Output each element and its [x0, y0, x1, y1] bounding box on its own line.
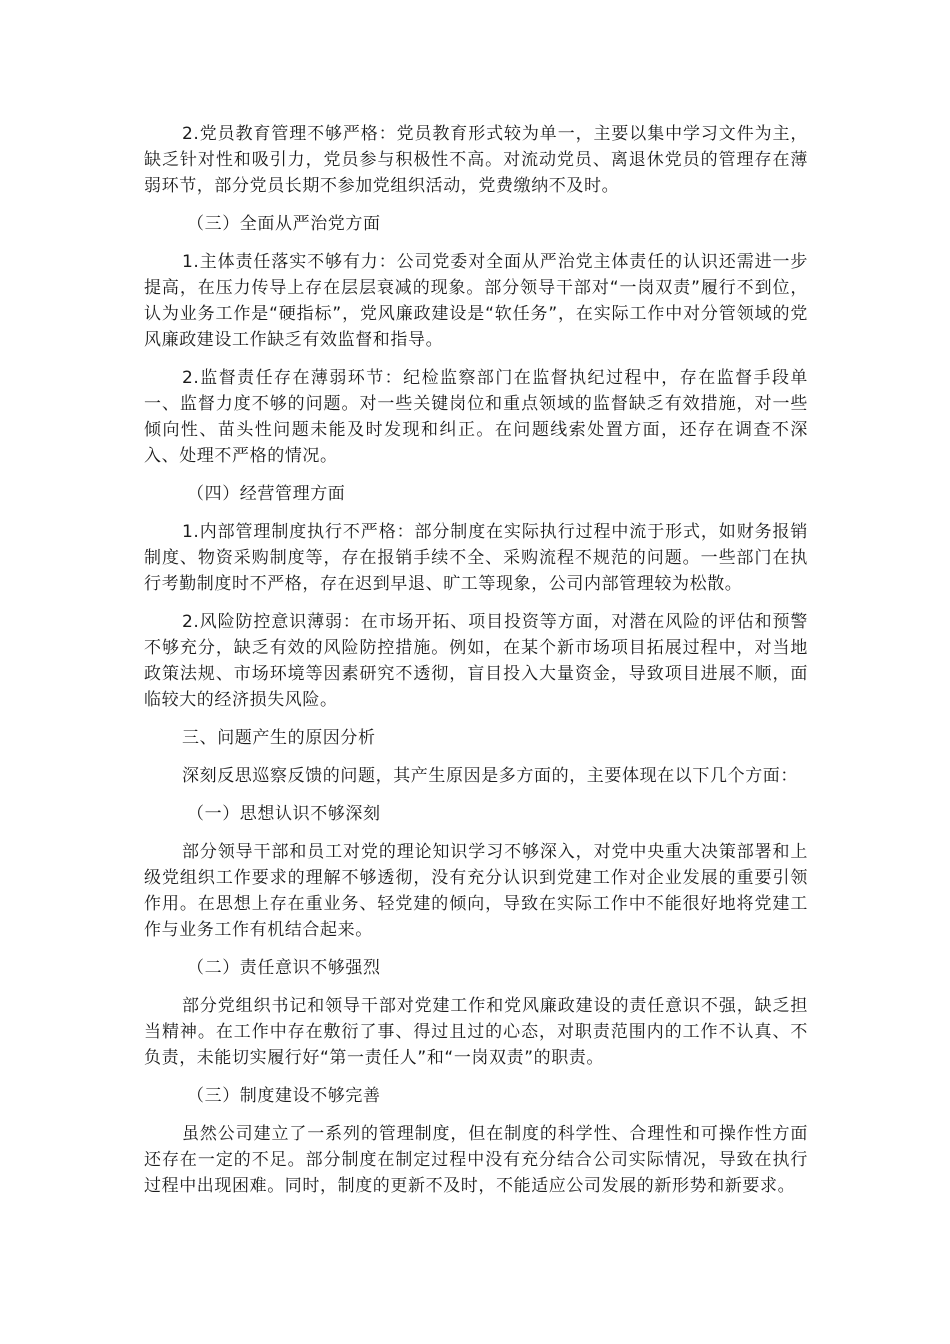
heading-cause-analysis: 三、问题产生的原因分析 [182, 728, 376, 748]
para-supervision-responsibility: 2.监督责任存在薄弱环节：纪检监察部门在监督执纪过程中，存在监督手段单一、监督力度不够的问题。对一些关键岗位和重点领域的监督缺乏有效措施，对一些倾向性、苗头性问题未能及时发现和纠正。在问题线索处置方面，还存在调查不深入、处理不严格的情况。 [144, 368, 808, 466]
heading-business-management: （四）经营管理方面 [187, 484, 346, 504]
para-main-responsibility: 1.主体责任落实不够有力：公司党委对全面从严治党主体责任的认识还需进一步提高，在压力传导上存在层层衰减的现象。部分领导干部对“一岗双责”履行不到位，认为业务工作是“硬指标”，党风廉政建设是“软任务”，在实际工作中对分管领域的党风廉政建设工作缺乏有效监督和指导。 [144, 252, 808, 350]
heading-institution: （三）制度建设不够完善 [187, 1086, 381, 1106]
para-cause-intro: 深刻反思巡察反馈的问题，其产生原因是多方面的，主要体现在以下几个方面： [182, 766, 798, 786]
heading-ideological: （一）思想认识不够深刻 [187, 804, 381, 824]
para-responsibility-awareness: 部分党组织书记和领导干部对党建工作和党风廉政建设的责任意识不强，缺乏担当精神。在工作中存在敷衍了事、得过且过的心态，对职责范围内的工作不认真、不负责，未能切实履行好“第一责任人”和“一岗双责”的职责。 [144, 996, 808, 1068]
para-institution: 虽然公司建立了一系列的管理制度，但在制度的科学性、合理性和可操作性方面还存在一定的不足。部分制度在制定过程中没有充分结合公司实际情况，导致在执行过程中出现困难。同时，制度的更新不及时，不能适应公司发展的新形势和新要求。 [144, 1124, 808, 1196]
para-internal-management: 1.内部管理制度执行不严格：部分制度在实际执行过程中流于形式，如财务报销制度、物资采购制度等，存在报销手续不全、采购流程不规范的问题。一些部门在执行考勤制度时不严格，存在迟到早退、旷工等现象，公司内部管理较为松散。 [144, 522, 808, 594]
para-ideological: 部分领导干部和员工对党的理论知识学习不够深入，对党中央重大决策部署和上级党组织工作要求的理解不够透彻，没有充分认识到党建工作对企业发展的重要引领作用。在思想上存在重业务、轻党建的倾向，导致在实际工作中不能很好地将党建工作与业务工作有机结合起来。 [144, 842, 808, 940]
heading-responsibility-awareness: （二）责任意识不够强烈 [187, 958, 381, 978]
heading-strict-governance: （三）全面从严治党方面 [187, 214, 381, 234]
para-party-member-education: 2.党员教育管理不够严格：党员教育形式较为单一，主要以集中学习文件为主，缺乏针对性和吸引力，党员参与积极性不高。对流动党员、离退休党员的管理存在薄弱环节，部分党员长期不参加党组织活动，党费缴纳不及时。 [144, 124, 808, 196]
para-risk-control: 2.风险防控意识薄弱：在市场开拓、项目投资等方面，对潜在风险的评估和预警不够充分，缺乏有效的风险防控措施。例如，在某个新市场项目拓展过程中，对当地政策法规、市场环境等因素研究不透彻，盲目投入大量资金，导致项目进展不顺，面临较大的经济损失风险。 [144, 612, 808, 710]
document-body [144, 121, 808, 1211]
